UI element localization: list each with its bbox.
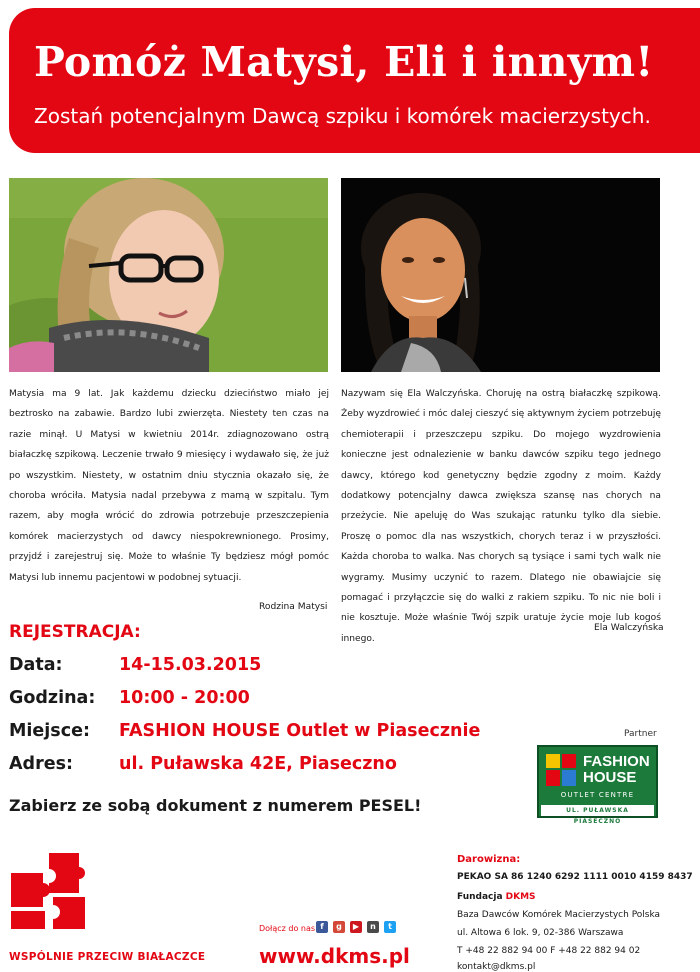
page-title: Pomóż Matysi, Eli i innym!	[34, 38, 654, 86]
logo-line-fashion: FASHION	[583, 753, 650, 770]
foundation-name	[457, 892, 536, 902]
join-us-label: Dołącz do nas	[259, 924, 316, 933]
fashion-house-icon	[544, 752, 580, 790]
address-value: ul. Puławska 42E, Piaseczno	[119, 754, 397, 774]
logo-line-address: UL. PUŁAWSKA PIASECZNO	[541, 805, 654, 816]
date-value: 14-15.03.2015	[119, 655, 262, 675]
donation-heading: Darowizna:	[457, 854, 521, 865]
dkms-tagline: WSPÓLNIE PRZECIW BIAŁACZCE	[9, 951, 206, 963]
youtube-icon[interactable]: ▶	[350, 921, 362, 933]
page-subtitle: Zostań potencjalnym Dawcą szpiku i komórek macierzystych.	[34, 104, 651, 128]
signature-ela: Ela Walczyńska	[594, 623, 664, 633]
nk-icon[interactable]: n	[367, 921, 379, 933]
foundation-dkms: DKMS	[505, 892, 536, 902]
photo-ela	[341, 178, 660, 372]
address-label: Adres:	[9, 754, 73, 774]
website-link[interactable]: www.dkms.pl	[259, 944, 410, 968]
fashion-house-logo	[537, 745, 658, 825]
facebook-icon[interactable]: f	[316, 921, 328, 933]
foundation-line-3: T +48 22 882 94 00 F +48 22 882 94 02	[457, 946, 641, 956]
dkms-logo	[9, 851, 95, 943]
foundation-email[interactable]: kontakt@dkms.pl	[457, 962, 536, 972]
hours-value: 10:00 - 20:00	[119, 688, 250, 708]
logo-line-house: HOUSE	[583, 769, 637, 786]
foundation-line-2: ul. Altowa 6 lok. 9, 02-386 Warszawa	[457, 928, 624, 938]
logo-line-outlet: OUTLET CENTRE	[560, 791, 635, 799]
date-label: Data:	[9, 655, 63, 675]
dkms-logo-text: DKMS	[13, 927, 63, 943]
photo-matysia	[9, 178, 328, 372]
foundation-line-1: Baza Dawców Komórek Macierzystych Polska	[457, 910, 661, 920]
place-label: Miejsce:	[9, 721, 90, 741]
partner-label: Partner	[624, 729, 657, 739]
twitter-icon[interactable]: t	[384, 921, 396, 933]
google-plus-icon[interactable]: g	[333, 921, 345, 933]
place-value: FASHION HOUSE Outlet w Piasecznie	[119, 721, 481, 741]
hours-label: Godzina:	[9, 688, 96, 708]
pesel-note: Zabierz ze sobą dokument z numerem PESEL!	[9, 796, 422, 815]
foundation-prefix: Fundacja	[457, 892, 506, 902]
signature-rodzina: Rodzina Matysi	[259, 602, 328, 612]
story-ela: Nazywam się Ela Walczyńska. Choruję na ostrą białaczkę szpikową. Żeby wyzdrowieć i móc dalej cieszyć się aktywnym życiem potrzebuję chemioterapii i przeszczepu szpiku. Do mojego wyzdrowienia konieczne jest odnalezienie w banku dawców szpiku tego jednego dawcy, którego kod genetyczny będzie zgodny z moim. Każdy dodatkowy potencjalny dawca zwiększa szansę nas chorych na przeżycie. Nie apeluję do Was szukając ratunku tylko dla siebie. Proszę o pomoc dla nas wszystkich, chorych teraz i w przyszłości. Każda choroba to walka. Nas chorych są tysiące i sami tych walk nie wygramy. Musimy uczynić to razem. Dlatego nie obawiajcie się pomagać i przyłączcie się do walki z rakiem szpiku. To nic nie boli i nie kosztuje. Może właśnie Twój szpik uratuje życie moje lub kogoś innego.	[341, 389, 661, 644]
registration-heading: REJESTRACJA:	[9, 622, 141, 642]
donation-account: PEKAO SA 86 1240 6292 1111 0010 4159 8437	[457, 872, 693, 882]
story-matysia: Matysia ma 9 lat. Jak każdemu dziecku dzieciństwo miało jej beztrosko na zabawie. Bardzo lubi zwierzęta. Niestety ten czas na razie minął. U Matysi w kwietniu 2014r. zdiagnozowano ostrą białaczkę szpikową. Leczenie trwało 9 miesięcy i wydawało się, że już po wszystkim. Niestety, w ostatnim dniu stycznia okazało się, że choroba wróciła. Matysia nadal przebywa z mamą w szpitalu. Tym razem, aby mogła wrócić do zdrowia potrzebuje przeszczepienia komórek macierzystych od dawcy niespokrewnionego. Prosimy, przyjdź i zarejestruj się. Może to właśnie Ty będziesz mógł pomóc Matysi lub innemu pacjentowi w podobnej sytuacji.	[9, 389, 329, 583]
